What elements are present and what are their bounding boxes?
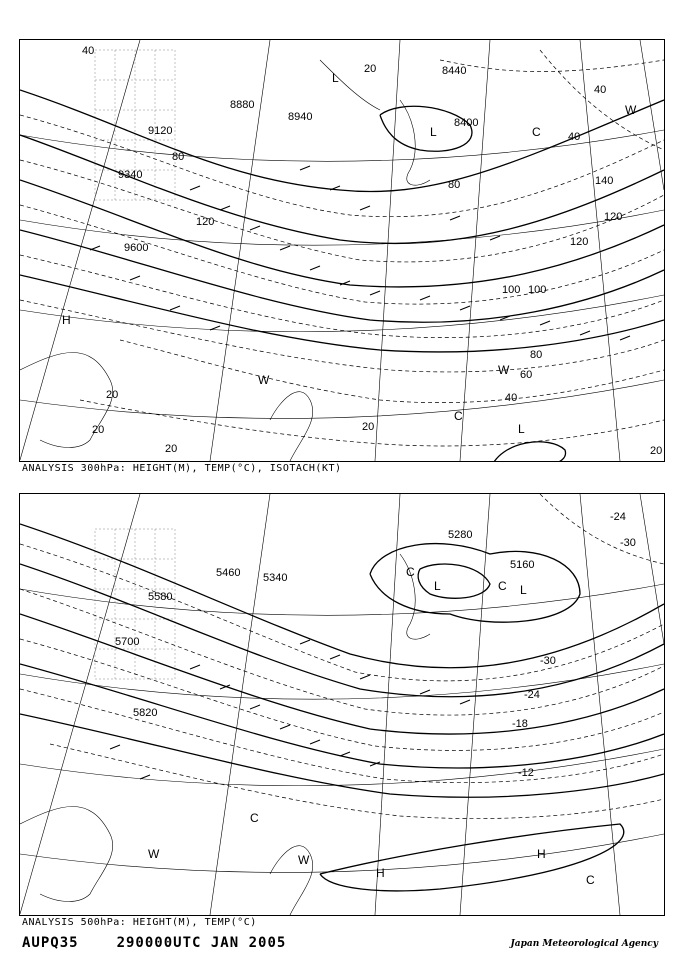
height-label: 8940 xyxy=(288,111,313,123)
height-label: 5820 xyxy=(133,707,158,719)
warm-symbol: W xyxy=(258,373,270,387)
map-panel-300hpa xyxy=(19,39,665,462)
isotach-label: 20 xyxy=(650,445,663,457)
warm-symbol: W xyxy=(498,363,510,377)
low-pressure-symbol: L xyxy=(332,71,339,85)
height-label: 5700 xyxy=(115,636,140,648)
agency-name: Japan Meteorological Agency xyxy=(510,939,658,949)
graticule xyxy=(20,494,664,915)
height-label: 9600 xyxy=(124,242,149,254)
analysis-time: 290000UTC JAN 2005 xyxy=(116,935,287,951)
low-pressure-symbol: L xyxy=(518,422,525,436)
temp-label: -24 xyxy=(524,689,540,701)
low-pressure-symbol: L xyxy=(520,583,527,597)
isotach-label: 60 xyxy=(520,369,533,381)
low-pressure-symbol: L xyxy=(430,125,437,139)
temp-label: -12 xyxy=(518,767,534,779)
isotach-label: 100 xyxy=(528,284,547,296)
temp-label: -24 xyxy=(610,511,626,523)
isotach-label: 80 xyxy=(448,179,461,191)
isotherm-lines xyxy=(20,494,664,819)
isotach-label: 100 xyxy=(502,284,521,296)
map-500hpa xyxy=(20,494,664,915)
cold-symbol: C xyxy=(532,125,541,139)
isotach-label: 40 xyxy=(568,131,581,143)
isotach-label: 20 xyxy=(362,421,375,433)
low-pressure-symbol: L xyxy=(434,579,441,593)
isotach-label: 40 xyxy=(594,84,607,96)
isotach-label: 120 xyxy=(570,236,589,248)
cold-symbol: C xyxy=(250,811,259,825)
height-label: 9340 xyxy=(118,169,143,181)
warm-symbol: W xyxy=(625,103,637,117)
height-contours xyxy=(20,90,664,461)
map-panel-500hpa xyxy=(19,493,665,916)
temp-label: -30 xyxy=(620,537,636,549)
height-label: 8880 xyxy=(230,99,255,111)
isotach-label: 20 xyxy=(92,424,105,436)
warm-symbol: W xyxy=(298,853,310,867)
isotach-label: 80 xyxy=(172,151,185,163)
isotach-label: 120 xyxy=(196,216,215,228)
isotach-label: 20 xyxy=(106,389,119,401)
cold-symbol: C xyxy=(586,873,595,887)
wind-barbs xyxy=(110,640,470,779)
analysis-grid-box xyxy=(95,529,175,679)
isotach-label: 120 xyxy=(604,211,623,223)
chart-id: AUPQ35 xyxy=(22,935,79,951)
height-label: 5580 xyxy=(148,591,173,603)
coastlines xyxy=(20,60,430,461)
height-label: 5280 xyxy=(448,529,473,541)
isotach-label: 40 xyxy=(82,45,95,57)
caption-500hpa: ANALYSIS 500hPa: HEIGHT(M), TEMP(°C) xyxy=(22,917,257,928)
isotach-label: 40 xyxy=(505,392,518,404)
height-contours xyxy=(20,524,664,891)
high-pressure-symbol: H xyxy=(537,847,546,861)
isotach-label: 140 xyxy=(595,175,614,187)
caption-300hpa: ANALYSIS 300hPa: HEIGHT(M), TEMP(°C), ISOTACH(KT) xyxy=(22,463,342,474)
height-label: 5460 xyxy=(216,567,241,579)
isotach-label: 20 xyxy=(165,443,178,455)
cold-symbol: C xyxy=(406,565,415,579)
isotach-label: 80 xyxy=(530,349,543,361)
coastlines xyxy=(20,554,430,915)
high-pressure-symbol: H xyxy=(62,313,71,327)
isotach-lines xyxy=(20,50,664,446)
height-label: 8400 xyxy=(454,117,479,129)
temp-label: -18 xyxy=(512,718,528,730)
height-label: 5160 xyxy=(510,559,535,571)
temp-label: -30 xyxy=(540,655,556,667)
isotach-label: 20 xyxy=(364,63,377,75)
warm-symbol: W xyxy=(148,847,160,861)
height-label: 9120 xyxy=(148,125,173,137)
cold-symbol: C xyxy=(454,409,463,423)
height-label: 5340 xyxy=(263,572,288,584)
chart-footer xyxy=(22,935,324,951)
cold-symbol: C xyxy=(498,579,507,593)
high-pressure-symbol: H xyxy=(376,866,385,880)
map-300hpa xyxy=(20,40,664,461)
height-label: 8440 xyxy=(442,65,467,77)
